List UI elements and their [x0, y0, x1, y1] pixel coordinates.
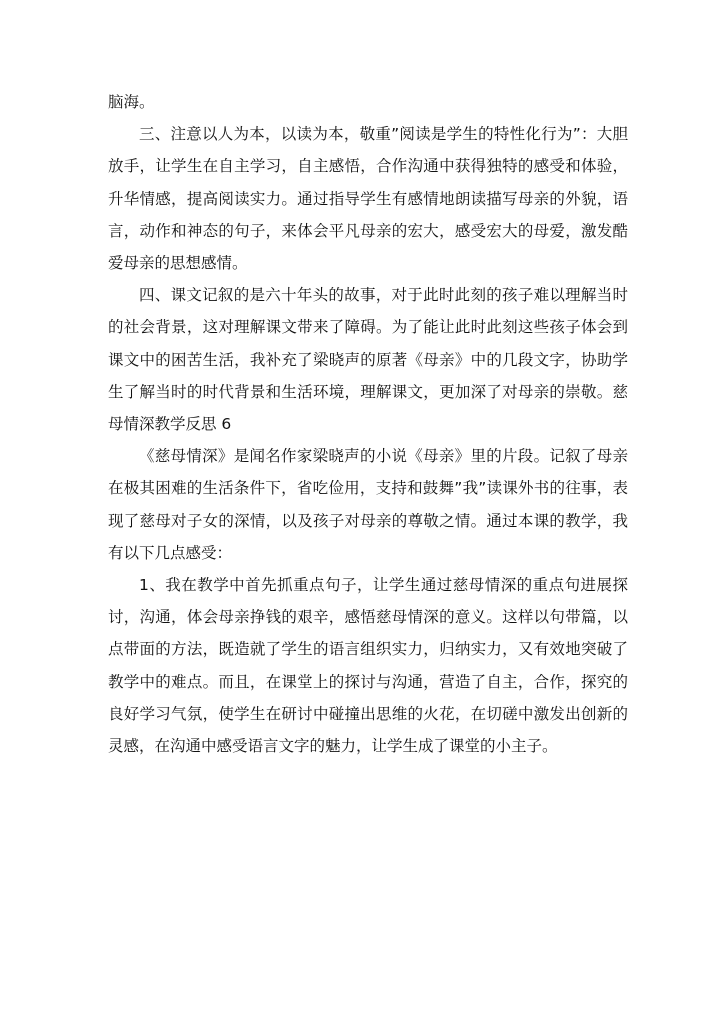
paragraph-continuation: 脑海。	[108, 93, 155, 111]
paragraph-point-three: 三、注意以人为本，以读为本，敬重”阅读是学生的特性化行为”：大胆放手，让学生在自主学习，自主感悟，合作沟通中获得独特的感受和体验，升华情感，提高阅读实力。通过指导学生有感情地朗读描写母亲的外貌，语言，动作和神态的句子，来体会平凡母亲的宏大，感受宏大的母爱，激发酷爱母亲的思想感情。	[108, 125, 628, 273]
paragraph-point-one: 1、我在教学中首先抓重点句子，让学生通过慈母情深的重点句进展探讨，沟通，体会母亲挣钱的艰辛，感悟慈母情深的意义。这样以句带篇，以点带面的方法，既造就了学生的语言组织实力，归纳实力，又有效地突破了教学中的难点。而且，在课堂上的探讨与沟通，营造了自主，合作，探究的良好学习气氛，使学生在研讨中碰撞出思维的火花，在切磋中激发出创新的灵感，在沟通中感受语言文字的魅力，让学生成了课堂的小主子。	[108, 576, 628, 756]
paragraph-point-four: 四、课文记叙的是六十年头的故事，对于此时此刻的孩子难以理解当时的社会背景，这对理解课文带来了障碍。为了能让此时此刻这些孩子体会到课文中的困苦生活，我补充了梁晓声的原著《母亲》中的几段文字，协助学生了解当时的时代背景和生活环境，理解课文，更加深了对母亲的崇敬。慈母情深教学反思 6	[108, 286, 628, 434]
paragraph-intro: 《慈母情深》是闻名作家梁晓声的小说《母亲》里的片段。记叙了母亲在极其困难的生活条件下，省吃俭用，支持和鼓舞”我”读课外书的往事，表现了慈母对子女的深情，以及孩子对母亲的尊敬之情。通过本课的教学，我有以下几点感受：	[108, 447, 628, 562]
document-body	[108, 86, 628, 762]
